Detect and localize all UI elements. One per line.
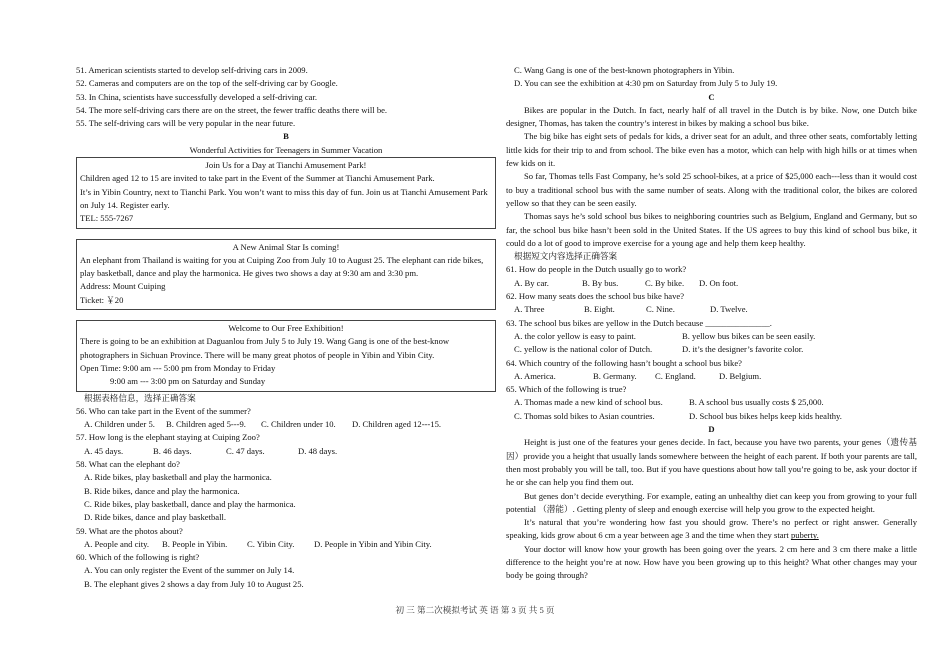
page-footer: 初 三 第二次模拟考试 英 语 第 3 页 共 5 页 <box>395 605 555 615</box>
q61-option-d: D. On foot. <box>699 277 739 288</box>
ad2-ticket: Ticket: ￥20 <box>80 294 124 305</box>
ad2-title: A New Animal Star Is coming! <box>232 241 340 252</box>
q59-options <box>76 538 496 551</box>
instruction-c: 根据短文内容选择正确答案 <box>514 251 618 262</box>
passage-d-paragraph-2: But genes don’t decide everything. For example, eating an unhealthy diet can keep you from growing to your full potential （潜能）. Getting plenty of sleep and enough exercise will help you grow to the expected height. <box>506 490 917 514</box>
q65-option-c: C. Thomas sold bikes to Asian countries. <box>514 410 655 421</box>
q64-question: 64. Which country of the following hasn’t bought a school bus bike? <box>506 357 742 368</box>
q60-option-a: A. You can only register the Event of the summer on July 14. <box>84 565 295 576</box>
q65-options-ab <box>506 396 917 409</box>
q57-options <box>76 445 496 458</box>
q62-option-c: C. Nine. <box>646 304 675 315</box>
passage-c-paragraph-1: Bikes are popular in the Dutch. In fact, nearly half of all travel in the Dutch is by bike. Now, one Dutch bike designer, Thomas, has taken the country’s interest in bikes by making a school bus bike. <box>506 104 917 129</box>
q52-statement: 52. Cameras and computers are on the top of the self-driving car by Google. <box>76 78 338 89</box>
q57-option-a: A. 45 days. <box>84 445 124 456</box>
q58-question: 58. What can the elephant do? <box>76 459 180 470</box>
q64-option-c: C. England. <box>655 370 696 381</box>
q62-question: 62. How many seats does the school bus bike have? <box>506 291 685 302</box>
q56-option-c: C. Children under 10. <box>261 419 336 430</box>
q63-options-cd <box>506 343 917 356</box>
q58-option-b: B. Ride bikes, dance and play the harmonica. <box>84 485 240 496</box>
q56-option-b: B. Children aged 5---9. <box>166 419 246 430</box>
q59-option-a: A. People and city. <box>84 538 150 549</box>
q65-options-cd <box>506 410 917 423</box>
passage-d-paragraph-1: Height is just one of the features your genes decide. In fact, because you have two parents, your genes（遗传基因）provide you a height that usually lands somewhere between the height of each parent. If both your parents are tall, then most probably you will be tall, too. But if you have questions about how tall you’re going to be, ask your doctor if he or she can help you find them out. <box>506 437 917 488</box>
q62-option-d: D. Twelve. <box>710 304 748 315</box>
q64-option-a: A. America. <box>514 370 556 381</box>
ad3-open-weekday: Open Time: 9:00 am --- 5:00 pm from Monday to Friday <box>80 362 276 373</box>
q62-option-b: B. Eight. <box>584 304 615 315</box>
q60-question: 60. Which of the following is right? <box>76 552 200 563</box>
q60-option-c: C. Wang Gang is one of the best-known photographers in Yibin. <box>514 65 735 75</box>
ad-amusement-park <box>76 157 496 228</box>
q61-option-b: B. By bus. <box>582 277 619 288</box>
q65-option-d: D. School bus bikes helps keep kids healthy. <box>689 410 842 421</box>
right-column <box>506 64 917 583</box>
ad3-text: There is going to be an exhibition at Daguanlou from July 5 to July 19. Wang Gang is one of the best-know photographers in Sichuan Province. There will be many great photos of people in Yibin and Yibin City. <box>80 336 450 360</box>
q59-option-c: C. Yibin City. <box>247 538 295 549</box>
q63-option-d: D. it’s the designer’s favorite color. <box>682 344 804 355</box>
q64-options <box>506 370 917 383</box>
ad1-title: Join Us for a Day at Tianchi Amusement Park! <box>205 160 367 171</box>
q57-option-c: C. 47 days. <box>226 445 265 456</box>
q53-statement: 53. In China, scientists have successfully developed a self-driving car. <box>76 91 318 102</box>
section-b-heading: B <box>283 131 289 142</box>
section-d-heading: D <box>708 424 715 435</box>
ad1-text-1: Children aged 12 to 15 are invited to take part in the Event of the Summer at Tianchi Amusement Park. <box>80 173 435 184</box>
q56-question: 56. Who can take part in the Event of the summer? <box>76 405 251 416</box>
q61-options <box>506 277 917 290</box>
q57-option-b: B. 46 days. <box>153 445 192 456</box>
ad2-text: An elephant from Thailand is waiting for you at Cuiping Zoo from July 10 to August 25. The elephant can ride bikes, play basketball, dance and play the harmonica. He gives two shows a day at 9:30 am and 3:30 pm. <box>80 254 484 279</box>
passage-d-paragraph-3 <box>506 516 917 543</box>
q65-option-b: B. A school bus usually costs $ 25,000. <box>689 397 824 408</box>
ad3-title: Welcome to Our Free Exhibition! <box>228 323 344 334</box>
q62-option-a: A. Three <box>514 304 545 315</box>
passage-c-paragraph-3: So far, Thomas tells Fast Company, he’s sold 25 school-bikes, at a price of $25,000 each---less than it would cost to buy a traditional school bus with the same number of seats. Along with the traditional color, the bikes are colored yellow so that they can be seen easily. <box>506 171 917 208</box>
q56-options <box>76 418 496 431</box>
section-b-title: Wonderful Activities for Teenagers in Summer Vacation <box>189 144 383 155</box>
q61-question: 61. How do people in the Dutch usually go to work? <box>506 264 687 275</box>
q51-statement: 51. American scientists started to develop self-driving cars in 2009. <box>76 65 308 75</box>
passage-c-paragraph-2: The big bike has eight sets of pedals for kids, a driver seat for an adult, and three other seats, comfortably letting little kids for their trip to and from school. The bike even has a motor, which can help with high hills or at times when few kids on it. <box>506 131 917 169</box>
underlined-word-puberty: puberty. <box>790 530 819 541</box>
q61-option-a: A. By car. <box>514 277 549 288</box>
passage-c-paragraph-4: Thomas says he’s sold school bus bikes to neighboring countries such as Belgium, England and Germany, but so far, the school bus bike hasn’t been sold in the United States. If the US agrees to buy this kind of school bus bike, it could do a lot of good to improve exercise for a young age and help them keep healthy. <box>506 211 917 248</box>
q62-options <box>506 303 917 316</box>
q64-option-b: B. Germany. <box>593 370 637 381</box>
q55-statement: 55. The self-driving cars will be very popular in the near future. <box>76 118 296 129</box>
q57-question: 57. How long is the elephant staying at Cuiping Zoo? <box>76 432 260 443</box>
instruction-b: 根据表格信息，选择正确答案 <box>84 392 196 403</box>
q63-question: 63. The school bus bikes are yellow in the Dutch because _______________. <box>506 317 772 328</box>
q60-option-d: D. You can see the exhibition at 4:30 pm on Saturday from July 5 to July 19. <box>514 78 778 89</box>
q58-option-c: C. Ride bikes, play basketball, dance and play the harmonica. <box>84 498 296 509</box>
q65-option-a: A. Thomas made a new kind of school bus. <box>514 397 663 408</box>
q54-statement: 54. The more self-driving cars there are on the street, the fewer traffic deaths there will be. <box>76 104 388 115</box>
ad-exhibition <box>76 320 496 391</box>
q59-option-b: B. People in Yibin. <box>162 538 228 549</box>
q61-option-c: C. By bike. <box>645 277 685 288</box>
q63-option-b: B. yellow bus bikes can be seen easily. <box>682 330 816 341</box>
q56-option-a: A. Children under 5. <box>84 419 155 430</box>
q58-option-a: A. Ride bikes, play basketball and play the harmonica. <box>84 472 272 483</box>
q63-options-ab <box>506 330 917 343</box>
q63-option-a: A. the color yellow is easy to paint. <box>514 330 636 341</box>
ad1-text-2: It’s in Yibin Country, next to Tianchi Park. You won’t want to miss this day of fun. Join us at Tianchi Amusement Park on July 14. Register early. <box>80 186 488 210</box>
q65-question: 65. Which of the following is true? <box>506 384 627 395</box>
q59-question: 59. What are the photos about? <box>76 525 183 536</box>
q60-option-b: B. The elephant gives 2 shows a day from July 10 to August 25. <box>84 578 304 589</box>
q56-option-d: D. Children aged 12---15. <box>352 419 442 430</box>
ad-animal-star <box>76 239 496 310</box>
q64-option-d: D. Belgium. <box>719 370 762 381</box>
ad3-open-weekend: 9:00 am --- 3:00 pm on Saturday and Sunday <box>110 376 266 387</box>
passage-d-paragraph-4: Your doctor will know how your growth has been going over the years. 2 cm here and 3 cm there make a little difference to the height you’re at now. How have you been growing up to this height? What other changes may your body be going through? <box>506 543 917 581</box>
section-c-heading: C <box>708 91 715 102</box>
ad2-address: Address: Mount Cuiping <box>80 281 166 292</box>
q57-option-d: D. 48 days. <box>298 445 338 456</box>
q58-option-d: D. Ride bikes, dance and play basketball. <box>84 512 226 523</box>
left-column <box>76 64 496 591</box>
q63-option-c: C. yellow is the national color of Dutch. <box>514 344 653 355</box>
passage-d-paragraph-3-text: It’s natural that you’re wondering how fast you should grow. There’s no perfect or right answer. Generally speaking, kids grow about 6 cm a year between age 3 and the time when they start <box>506 517 917 541</box>
ad1-tel: TEL: 555-7267 <box>80 213 134 224</box>
q59-option-d: D. People in Yibin and Yibin City. <box>314 538 432 549</box>
